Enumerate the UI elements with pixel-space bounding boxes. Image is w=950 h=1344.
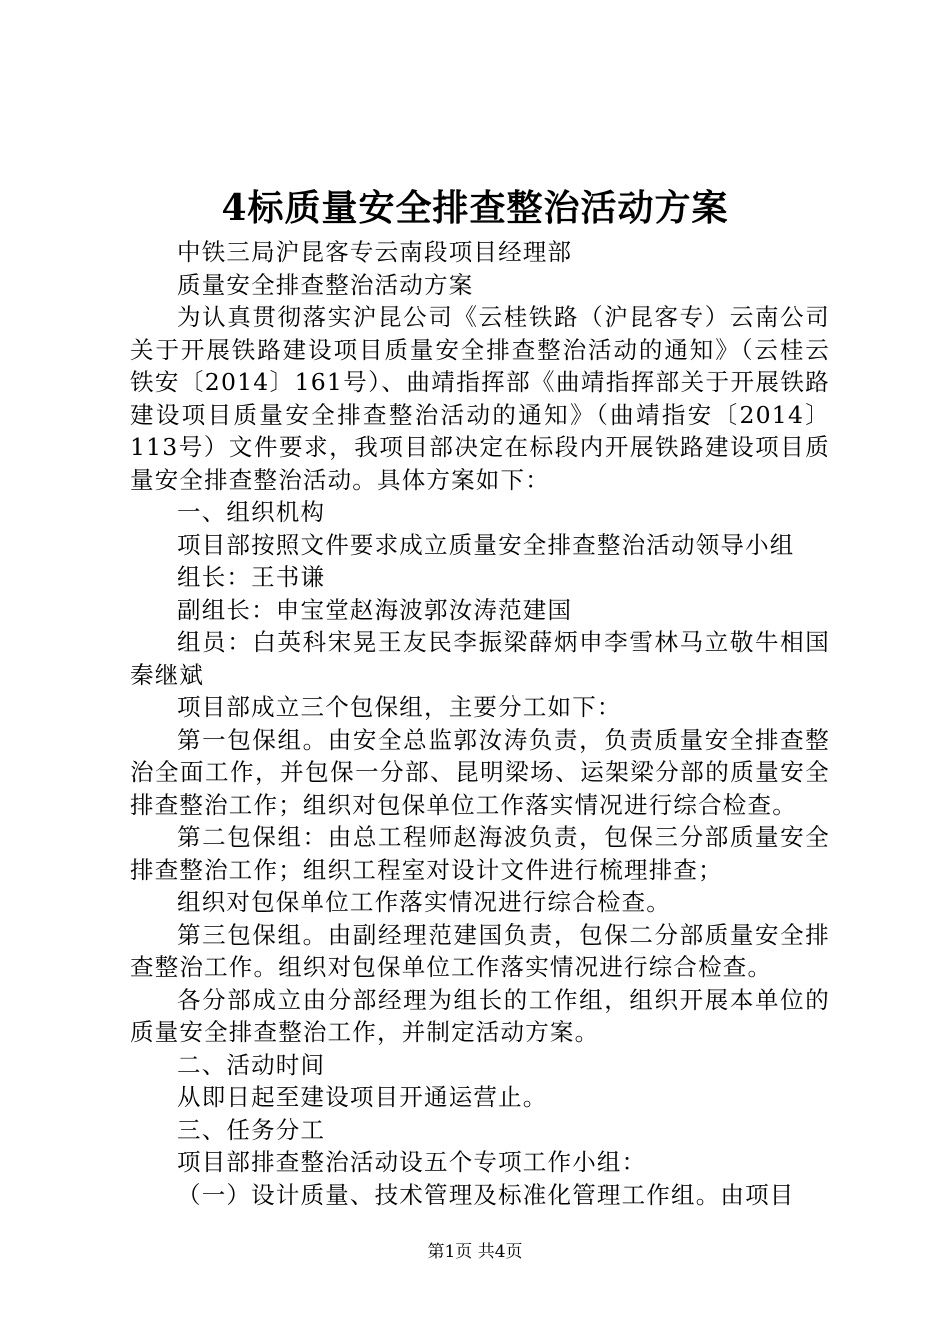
paragraph-branch-groups: 各分部成立由分部经理为组长的工作组，组织开展本单位的质量安全排查整治工作，并制定活动方案。 — [130, 985, 830, 1046]
paragraph-members: 组员：白英科宋晃王友民李振梁薛炳申李雪林马立敬牛相国秦继斌 — [130, 628, 830, 689]
paragraph-tasks-intro: 项目部排查整治活动设五个专项工作小组： — [177, 1148, 647, 1176]
paragraph-leadership-group: 项目部按照文件要求成立质量安全排查整治活动领导小组 — [177, 530, 795, 559]
section-heading-time: 二、活动时间 — [177, 1050, 326, 1079]
paragraph-group-one: 第一包保组。由安全总监郭汝涛负责，负责质量安全排查整治全面工作，并包保一分部、昆明梁场、运架梁分部的质量安全排查整治工作；组织对包保单位工作落实情况进行综合检查。 — [130, 725, 830, 819]
section-heading-organization: 一、组织机构 — [177, 498, 326, 526]
paragraph-group-two-continued: 组织对包保单位工作落实情况进行综合检查。 — [177, 888, 671, 916]
paragraph-org: 中铁三局沪昆客专云南段项目经理部 — [177, 238, 573, 266]
paragraph-deputy-leaders: 副组长：申宝堂赵海波郭汝涛范建国 — [177, 595, 573, 624]
document-title: 4标质量安全排查整治活动方案 — [221, 187, 729, 229]
paragraph-group-three: 第三包保组。由副经理范建国负责，包保二分部质量安全排查整治工作。组织对包保单位工作落实情况进行综合检查。 — [130, 920, 830, 981]
document-body — [130, 236, 830, 1211]
paragraph-group-two: 第二包保组：由总工程师赵海波负责，包保三分部质量安全排查整治工作；组织工程室对设计文件进行梳理排查； — [130, 823, 830, 884]
page-footer: 第1页 共4页 — [427, 1242, 523, 1262]
paragraph-leader: 组长：王书谦 — [177, 563, 326, 591]
section-heading-tasks: 三、任务分工 — [177, 1115, 326, 1144]
paragraph-time: 从即日起至建设项目开通运营止。 — [177, 1083, 548, 1111]
paragraph-subtitle: 质量安全排查整治活动方案 — [177, 270, 474, 299]
paragraph-intro: 为认真贯彻落实沪昆公司《云桂铁路（沪昆客专）云南公司关于开展铁路建设项目质量安全排查整治活动的通知》（云桂云铁安〔2014〕161号）、曲靖指挥部《曲靖指挥部关于开展铁路建设项目质量安全排查整治活动的通知》（曲靖指安〔2014〕113号）文件要求，我项目部决定在标段内开展铁路建设项目质量安全排查整治活动。具体方案如下： — [130, 303, 830, 494]
paragraph-task-one: （一）设计质量、技术管理及标准化管理工作组。由项目 — [177, 1180, 795, 1209]
paragraph-groups-intro: 项目部成立三个包保组，主要分工如下： — [177, 693, 622, 721]
